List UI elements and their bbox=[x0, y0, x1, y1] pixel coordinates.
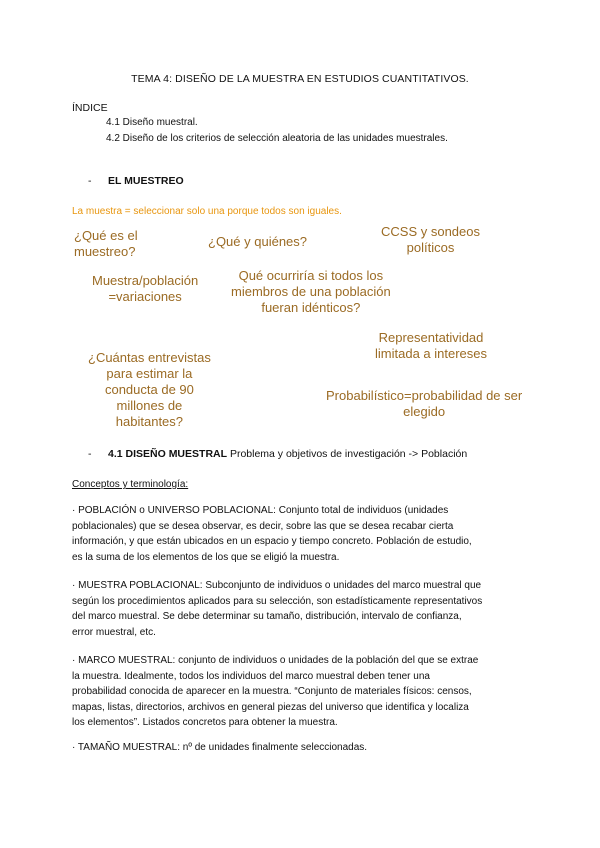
section-title: 4.1 DISEÑO MUESTRAL bbox=[108, 448, 228, 460]
definition-line: · MUESTRA POBLACIONAL: Subconjunto de individuos o unidades del marco muestral que bbox=[72, 580, 482, 591]
definition-line: los elementos”. Listados concretos para obtener la muestra. bbox=[72, 717, 338, 728]
bubble-cuantas-entrevistas bbox=[88, 350, 211, 430]
bubble-line: Representatividad bbox=[378, 330, 484, 345]
definition-line: la muestra. Idealmente, todos los individuos del marco muestral deben tener una bbox=[72, 670, 430, 682]
section-dash: - bbox=[88, 448, 92, 460]
bubble-line: CCSS y sondeos bbox=[381, 224, 480, 239]
definition-muestra bbox=[72, 578, 528, 640]
bubble-line: Probabilístico=probabilidad de ser bbox=[326, 388, 523, 403]
bubble-line: =variaciones bbox=[108, 289, 182, 304]
definition-line: información, y que están ubicados en un espacio y tiempo concreto. Población de estudio, bbox=[72, 536, 472, 547]
bubble-line: ¿Qué y quiénes? bbox=[208, 234, 308, 249]
definition-line: · MARCO MUESTRAL: conjunto de individuos o unidades de la población del que se extrae bbox=[72, 655, 479, 666]
definition-line: del marco muestral. Se debe determinar su tamaño, distribución, intervalo de confianza, bbox=[72, 611, 462, 622]
bubble-line: millones de bbox=[116, 398, 183, 413]
bubble-line: ¿Qué es el bbox=[74, 228, 138, 243]
section-title: EL MUESTREO bbox=[108, 175, 184, 187]
concepts-heading: Conceptos y terminología: bbox=[72, 479, 189, 490]
index-heading: ÍNDICE bbox=[72, 102, 108, 114]
bubble-line: limitada a intereses bbox=[375, 346, 487, 361]
bubble-line: Muestra/población bbox=[92, 273, 199, 288]
definition-line: probabilidad conocida de aparecer en la muestra. “Conjunto de materiales físicos: censos, bbox=[72, 686, 472, 697]
bubble-line: políticos bbox=[406, 240, 455, 255]
bubble-line: fueran idénticos? bbox=[261, 300, 361, 315]
bubble-line: habitantes? bbox=[115, 414, 184, 429]
section-heading-muestreo bbox=[88, 175, 184, 187]
definition-tamano bbox=[72, 740, 528, 756]
highlight-note: La muestra = seleccionar solo una porque todos son iguales. bbox=[72, 206, 342, 217]
definition-line: es la suma de los elementos de los que se eligió la muestra. bbox=[72, 551, 340, 563]
bubble-line: conducta de 90 bbox=[104, 382, 194, 397]
section-dash: - bbox=[88, 175, 92, 187]
document-title: TEMA 4: DISEÑO DE LA MUESTRA EN ESTUDIOS CUANTITATIVOS. bbox=[131, 73, 469, 85]
definition-poblacion bbox=[72, 503, 528, 565]
index-item-4-2: 4.2 Diseño de los criterios de selección aleatoria de las unidades muestrales. bbox=[106, 133, 448, 144]
bubble-probabilistico bbox=[326, 388, 522, 420]
bubble-line: muestreo? bbox=[74, 244, 136, 259]
bubble-line: elegido bbox=[403, 404, 446, 419]
bubble-line: miembros de una población bbox=[231, 284, 391, 299]
section-subtitle: Problema y objetivos de investigación -> Población bbox=[227, 448, 468, 460]
bubble-line: para estimar la bbox=[106, 366, 193, 381]
definition-line: · TAMAÑO MUESTRAL: nº de unidades finalmente seleccionadas. bbox=[72, 742, 368, 753]
bubble-line: Qué ocurriría si todos los bbox=[238, 268, 384, 283]
bubble-que-es-muestreo bbox=[74, 228, 138, 260]
index-item-4-1: 4.1 Diseño muestral. bbox=[106, 117, 198, 128]
definition-line: según los procedimientos aplicados para su selección, son estadísticamente representativos bbox=[72, 595, 483, 607]
definition-line: · POBLACIÓN o UNIVERSO POBLACIONAL: Conjunto total de individuos (unidades bbox=[72, 505, 449, 516]
definition-line: mapas, listas, directorios, archivos en general piezas del universo que identifica y localiza bbox=[72, 701, 469, 713]
bubble-muestra-poblacion bbox=[92, 273, 198, 305]
definition-line: error muestral, etc. bbox=[72, 626, 156, 638]
bubble-que-y-quienes bbox=[208, 234, 307, 250]
bubble-line: ¿Cuántas entrevistas bbox=[88, 350, 211, 365]
bubble-que-ocurriria bbox=[231, 268, 391, 316]
bubble-ccss-sondeos bbox=[381, 224, 480, 256]
definition-marco bbox=[72, 653, 528, 731]
section-heading-diseno-muestral bbox=[88, 448, 467, 460]
definition-line: poblacionales) que se desea observar, es decir, sobre las que se desea recabar cierta bbox=[72, 520, 454, 532]
bubble-representatividad bbox=[375, 330, 487, 362]
